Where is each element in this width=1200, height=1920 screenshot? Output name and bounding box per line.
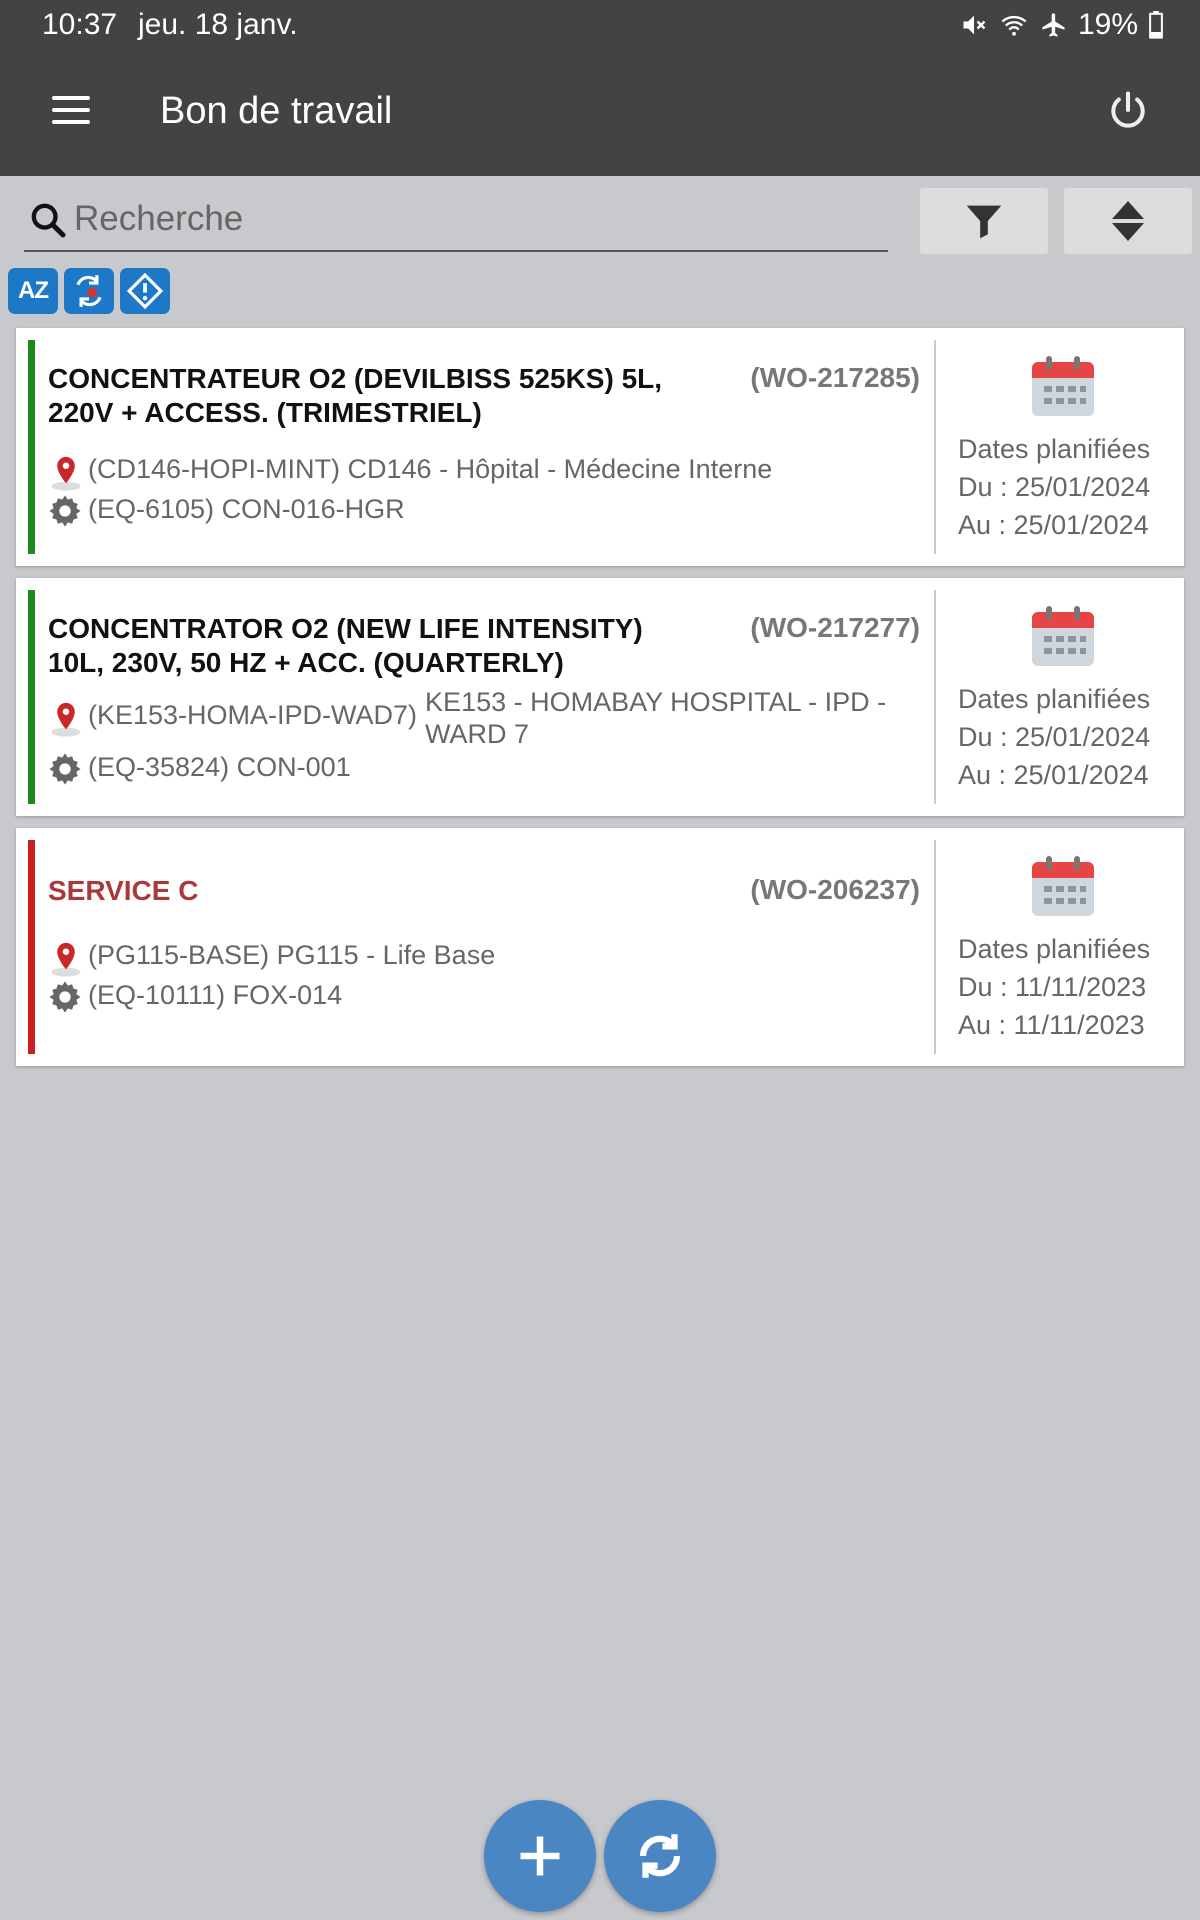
date-from: Du : 11/11/2023 xyxy=(958,972,1147,1002)
dates-label: Dates planifiées xyxy=(958,684,1151,714)
equipment-code: (EQ-10111) xyxy=(88,980,226,1010)
priority-icon xyxy=(126,272,164,310)
priority-chip[interactable] xyxy=(120,268,170,314)
search-icon xyxy=(28,200,68,240)
date-to: Au : 11/11/2023 xyxy=(958,1010,1145,1040)
dates-label: Dates planifiées xyxy=(958,934,1151,964)
status-bar-indicator xyxy=(28,840,35,1054)
date-from: Du : 25/01/2024 xyxy=(958,722,1151,752)
work-order-title: SERVICE C xyxy=(48,875,199,906)
filter-button[interactable] xyxy=(920,188,1048,254)
add-button[interactable] xyxy=(484,1800,596,1912)
calendar-icon xyxy=(1030,604,1096,668)
date-to: Au : 25/01/2024 xyxy=(958,510,1149,540)
status-date: jeu. 18 janv. xyxy=(138,8,298,41)
date-from: Du : 25/01/2024 xyxy=(958,472,1151,502)
location-name: CD146 - Hôpital - Médecine Interne xyxy=(347,454,773,484)
location-pin-icon xyxy=(48,454,84,492)
planned-dates xyxy=(936,578,1184,816)
sort-icon xyxy=(1108,197,1148,245)
work-order-number: (WO-206237) xyxy=(750,874,920,905)
equipment-code: (EQ-35824) xyxy=(88,752,230,782)
work-order-number: (WO-217277) xyxy=(750,612,920,643)
work-order-number: (WO-217285) xyxy=(750,362,920,393)
status-bar xyxy=(0,0,1200,52)
dates-label: Dates planifiées xyxy=(958,434,1151,464)
gear-icon xyxy=(48,980,82,1014)
location-line xyxy=(48,454,772,492)
work-order-card[interactable] xyxy=(16,578,1184,816)
location-code: (KE153-HOMA-IPD-WAD7) xyxy=(88,700,418,730)
equipment-name: FOX-014 xyxy=(232,980,343,1010)
wifi-icon xyxy=(998,11,1030,39)
location-pin-icon xyxy=(48,700,84,738)
status-bar-indicator xyxy=(28,590,35,804)
work-order-title: CONCENTRATOR O2 (NEW LIFE INTENSITY) 10L, 230V, 50 HZ + ACC. (QUARTERLY) xyxy=(48,613,643,678)
location-name: PG115 - Life Base xyxy=(276,940,496,970)
location-line xyxy=(48,940,495,978)
status-time: 10:37 xyxy=(42,8,118,41)
search-bar xyxy=(24,186,888,252)
equipment-code: (EQ-6105) xyxy=(88,494,215,524)
refresh-icon xyxy=(631,1827,689,1885)
sync-user-chip[interactable] xyxy=(64,268,114,314)
calendar-icon xyxy=(1030,354,1096,418)
equipment-line xyxy=(48,980,342,1014)
equipment-name: CON-016-HGR xyxy=(221,494,405,524)
planned-dates xyxy=(936,828,1184,1066)
sort-az-chip[interactable] xyxy=(8,268,58,314)
battery-percent: 19% xyxy=(1077,8,1138,41)
menu-icon[interactable] xyxy=(52,96,92,126)
location-name: KE153 - HOMABAY HOSPITAL - IPD - WARD 7 xyxy=(425,687,887,749)
sync-button[interactable] xyxy=(604,1800,716,1912)
status-icons xyxy=(960,8,1164,42)
mute-icon xyxy=(960,11,988,39)
location-pin-icon xyxy=(48,940,84,978)
location-code: (PG115-BASE) xyxy=(88,940,270,970)
status-bar-indicator xyxy=(28,340,35,554)
date-to: Au : 25/01/2024 xyxy=(958,760,1149,790)
location-line xyxy=(48,686,895,750)
equipment-line xyxy=(48,752,351,786)
location-code: (CD146-HOPI-MINT) xyxy=(88,454,341,484)
work-order-card[interactable] xyxy=(16,828,1184,1066)
equipment-line xyxy=(48,494,405,528)
battery-icon xyxy=(1148,11,1164,39)
app-bar xyxy=(0,52,1200,176)
plus-icon xyxy=(514,1830,566,1882)
planned-dates xyxy=(936,328,1184,566)
sort-button[interactable] xyxy=(1064,188,1192,254)
power-icon[interactable] xyxy=(1106,88,1150,132)
calendar-icon xyxy=(1030,854,1096,918)
work-order-title: CONCENTRATEUR O2 (DEVILBISS 525KS) 5L, 220V + ACCESS. (TRIMESTRIEL) xyxy=(48,363,663,428)
search-input[interactable] xyxy=(72,194,876,244)
page-title: Bon de travail xyxy=(160,90,393,132)
sync-user-icon xyxy=(69,272,109,310)
filter-icon xyxy=(961,198,1007,244)
sort-az-icon: AZ xyxy=(18,277,48,304)
work-order-card[interactable] xyxy=(16,328,1184,566)
airplane-icon xyxy=(1040,11,1068,39)
gear-icon xyxy=(48,752,82,786)
equipment-name: CON-001 xyxy=(236,752,351,782)
gear-icon xyxy=(48,494,82,528)
